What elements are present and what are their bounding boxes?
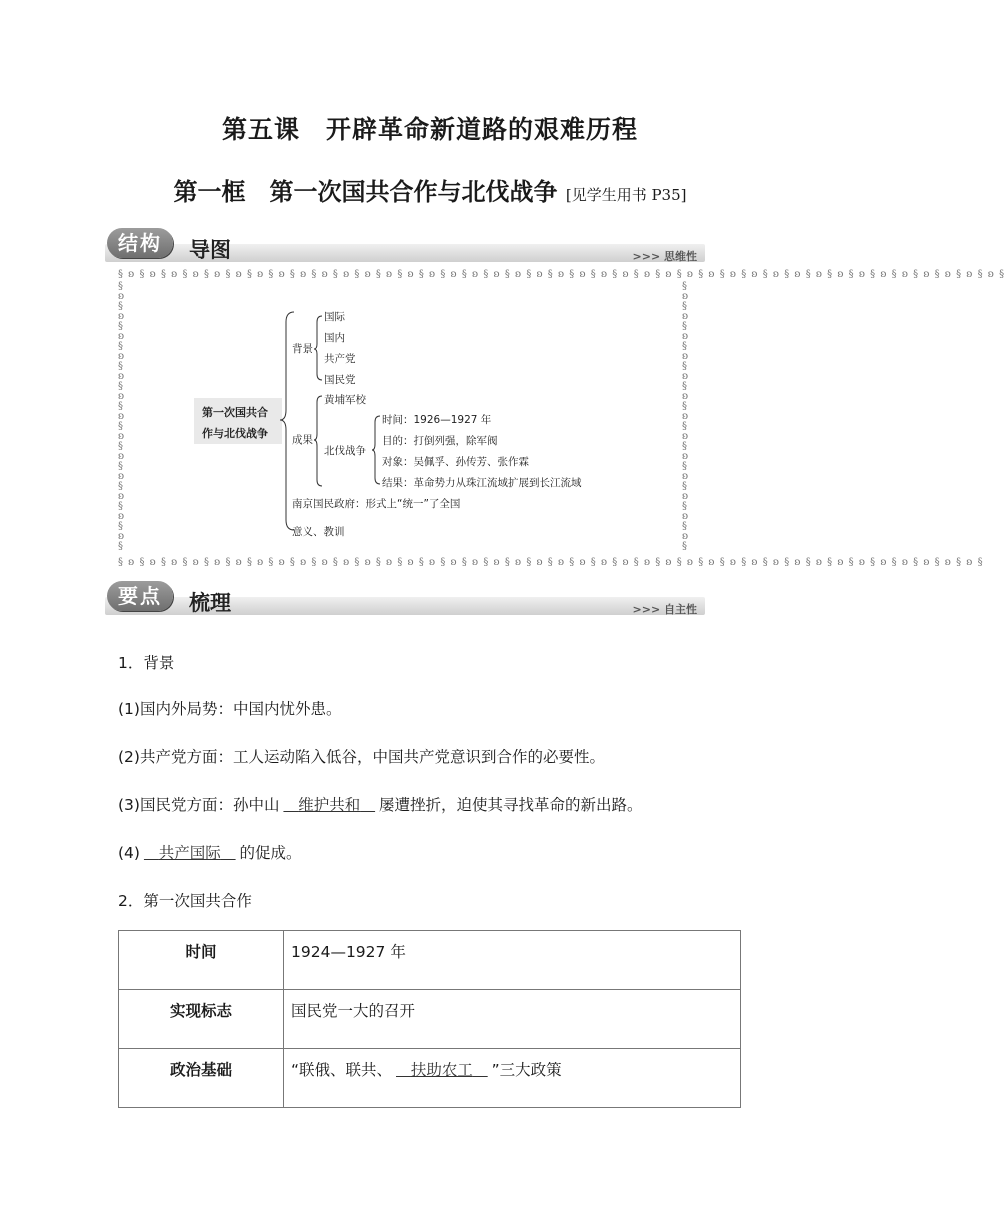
point-line: (2)共产党方面：工人运动陷入低谷，中国共产党意识到合作的必要性。 — [118, 748, 605, 766]
northern-expedition: 北伐战争 — [324, 445, 366, 457]
frame-title — [0, 172, 860, 207]
table-value: 1924—1927 年 — [284, 931, 741, 990]
table-value — [284, 1049, 741, 1108]
branch-results: 成果 — [292, 434, 313, 446]
table-row — [119, 1049, 741, 1108]
point-line — [118, 841, 302, 863]
bg-item: 共产党 — [324, 353, 356, 365]
page-reference: [见学生用书 P35] — [565, 186, 687, 204]
branch-background: 背景 — [292, 343, 313, 355]
ornament-border-icon: §ʚ§ʚ§ʚ§ʚ§ʚ§ʚ§ʚ§ʚ§ʚ§ʚ§ʚ§ʚ§ʚ§ — [682, 281, 690, 552]
table-row — [119, 990, 741, 1049]
point-line — [118, 793, 643, 815]
bg-item: 国际 — [324, 311, 345, 323]
point-line: (1)国内外局势：中国内忧外患。 — [118, 700, 342, 718]
cooperation-table — [118, 930, 741, 1108]
key-points-banner — [105, 581, 705, 623]
point-text: 屡遭挫折，迫使其寻找革命的新出路。 — [379, 796, 643, 814]
value-text: “联俄、联共、 — [291, 1061, 393, 1079]
banner-pill: 要点 — [107, 581, 173, 611]
banner-tag: >>> 思维性 — [632, 250, 697, 263]
fill-blank: 维护共和 — [298, 796, 361, 814]
ornament-border-icon: §ʚ§ʚ§ʚ§ʚ§ʚ§ʚ§ʚ§ʚ§ʚ§ʚ§ʚ§ʚ§ʚ§ — [118, 281, 126, 552]
section-heading: 1．背景 — [118, 654, 175, 672]
point-text: (3)国民党方面：孙中山 — [118, 796, 280, 814]
expedition-item: 时间：1926—1927 年 — [382, 414, 492, 426]
banner-heading: 导图 — [189, 238, 231, 262]
bg-item: 国民党 — [324, 374, 356, 386]
frame-title-text: 第一框 第一次国共合作与北伐战争 — [173, 178, 558, 206]
bg-item: 国内 — [324, 332, 345, 344]
ornament-border-icon: § ʚ § ʚ § ʚ § ʚ § ʚ § ʚ § ʚ § ʚ § ʚ § ʚ § ʚ § ʚ § ʚ § ʚ § ʚ § ʚ § ʚ § ʚ § ʚ § ʚ § ʚ § ʚ § ʚ § ʚ § ʚ § ʚ § ʚ § ʚ § ʚ § ʚ § ʚ § ʚ § ʚ § ʚ § ʚ § ʚ § ʚ § ʚ § ʚ § ʚ § ʚ § — [118, 269, 1005, 280]
value-text: ”三大政策 — [491, 1061, 562, 1079]
table-key: 实现标志 — [119, 990, 284, 1049]
fill-blank: 扶助农工 — [410, 1061, 473, 1079]
banner-pill: 结构 — [107, 228, 173, 258]
expedition-item: 对象：吴佩孚、孙传芳、张作霖 — [382, 456, 529, 468]
whampoa-academy: 黄埔军校 — [324, 394, 366, 406]
structure-map-banner — [105, 228, 705, 270]
concept-tree — [118, 269, 1005, 570]
expedition-item: 目的：打倒列强，除军阀 — [382, 435, 498, 447]
section-heading: 2．第一次国共合作 — [118, 892, 252, 910]
ornament-border-icon: § ʚ § ʚ § ʚ § ʚ § ʚ § ʚ § ʚ § ʚ § ʚ § ʚ § ʚ § ʚ § ʚ § ʚ § ʚ § ʚ § ʚ § ʚ § ʚ § ʚ § ʚ § ʚ § ʚ § ʚ § ʚ § ʚ § ʚ § ʚ § ʚ § ʚ § ʚ § ʚ § ʚ § ʚ § ʚ § ʚ § ʚ § ʚ § ʚ § ʚ § — [118, 557, 984, 568]
lesson-title: 第五课 开辟革命新道路的艰难历程 — [221, 115, 638, 144]
root-label-1: 第一次国共合 — [202, 406, 268, 419]
banner-tag: >>> 自主性 — [632, 603, 697, 616]
expedition-item: 结果：革命势力从珠江流域扩展到长江流域 — [382, 477, 582, 489]
root-label-2: 作与北伐战争 — [202, 427, 268, 440]
table-key: 时间 — [119, 931, 284, 990]
point-text: (4) — [118, 844, 140, 862]
fill-blank: 共产国际 — [158, 844, 221, 862]
point-text: 的促成。 — [239, 844, 302, 862]
table-row — [119, 931, 741, 990]
concept-map — [118, 269, 1005, 570]
table-value: 国民党一大的召开 — [284, 990, 741, 1049]
nanjing-government: 南京国民政府：形式上“统一”了全国 — [292, 498, 461, 510]
table-key: 政治基础 — [119, 1049, 284, 1108]
significance-lessons: 意义、教训 — [292, 526, 345, 538]
banner-heading: 梳理 — [189, 591, 231, 615]
